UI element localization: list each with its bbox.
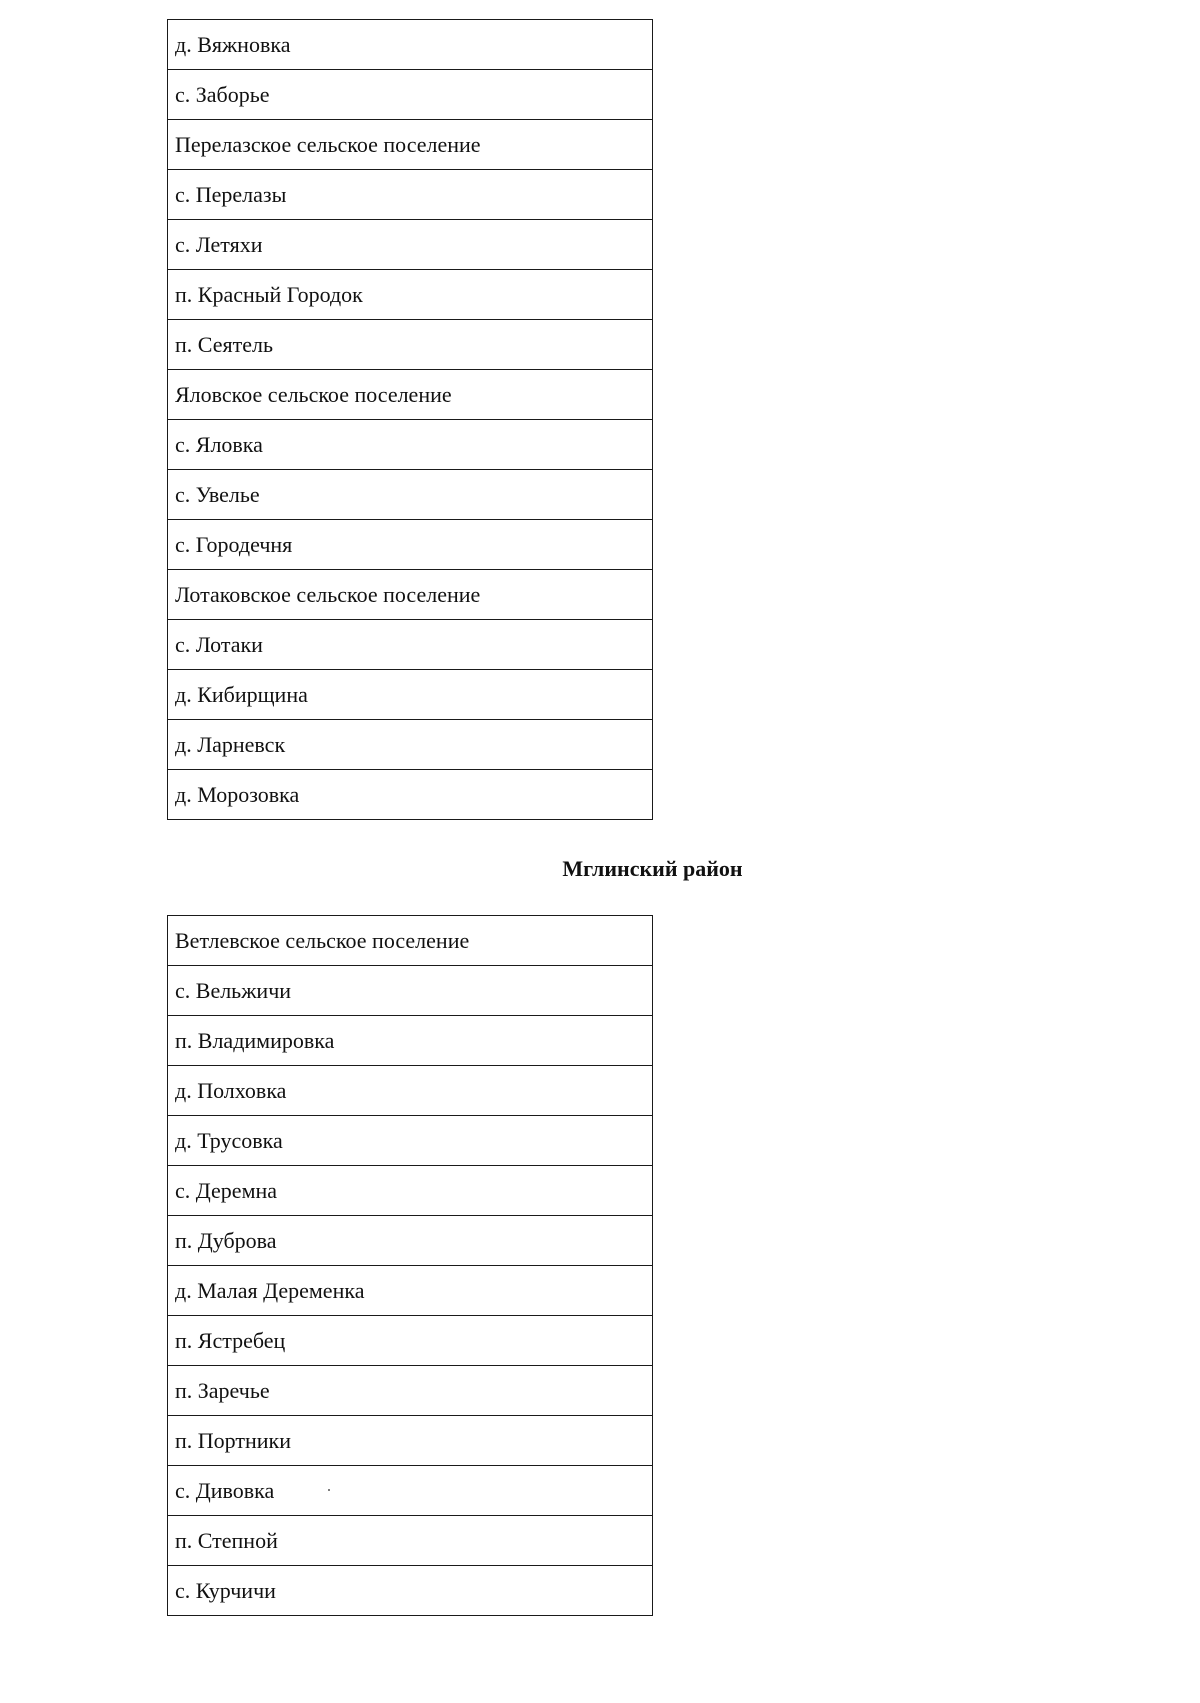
table-row (168, 220, 653, 270)
table-cell: д. Полховка (168, 1066, 653, 1116)
table-cell: п. Владимировка (168, 1016, 653, 1066)
table-cell: п. Степной (168, 1516, 653, 1566)
table-cell: с. Перелазы (168, 170, 653, 220)
table-cell: д. Кибирщина (168, 670, 653, 720)
table-cell: п. Сеятель (168, 320, 653, 370)
table-row (168, 1466, 653, 1516)
table-cell: д. Морозовка (168, 770, 653, 820)
table-row (168, 1216, 653, 1266)
table-cell: д. Малая Деременка (168, 1266, 653, 1316)
table-cell: с. Увелье (168, 470, 653, 520)
table-cell: п. Заречье (168, 1366, 653, 1416)
table-cell: с. Летяхи (168, 220, 653, 270)
table-cell: п. Красный Городок (168, 270, 653, 320)
table-row (168, 1416, 653, 1466)
table-cell: с. Дивовка (168, 1466, 653, 1516)
table-row (168, 1166, 653, 1216)
table-cell: д. Вяжновка (168, 20, 653, 70)
table-row (168, 1266, 653, 1316)
table-row (168, 570, 653, 620)
table-row (168, 470, 653, 520)
table-cell: Перелазское сельское поселение (168, 120, 653, 170)
table-row (168, 1066, 653, 1116)
settlements-table-2 (167, 915, 653, 1616)
table-cell: д. Трусовка (168, 1116, 653, 1166)
settlements-table-1 (167, 19, 653, 820)
table-row (168, 720, 653, 770)
table-row (168, 120, 653, 170)
section-heading: Мглинский район (562, 856, 743, 881)
table-row (168, 1316, 653, 1366)
table-row (168, 1016, 653, 1066)
table-cell: Лотаковское сельское поселение (168, 570, 653, 620)
table-row (168, 916, 653, 966)
table-cell: с. Деремна (168, 1166, 653, 1216)
table-row (168, 1116, 653, 1166)
table-cell: с. Лотаки (168, 620, 653, 670)
table-row (168, 520, 653, 570)
table-row (168, 420, 653, 470)
table-row (168, 370, 653, 420)
table-row (168, 320, 653, 370)
table-row (168, 1566, 653, 1616)
table-row (168, 670, 653, 720)
table-row (168, 1516, 653, 1566)
table-cell: п. Ястребец (168, 1316, 653, 1366)
table-row (168, 966, 653, 1016)
table-cell: д. Ларневск (168, 720, 653, 770)
table-row (168, 270, 653, 320)
table-row (168, 620, 653, 670)
scan-speck (328, 1489, 330, 1491)
table-cell: п. Дуброва (168, 1216, 653, 1266)
table-row (168, 1366, 653, 1416)
table-cell: с. Курчичи (168, 1566, 653, 1616)
table-cell: Ветлевское сельское поселение (168, 916, 653, 966)
table-cell: с. Яловка (168, 420, 653, 470)
table-cell: с. Городечня (168, 520, 653, 570)
table-cell: с. Заборье (168, 70, 653, 120)
table-cell: Яловское сельское поселение (168, 370, 653, 420)
table-cell: с. Вельжичи (168, 966, 653, 1016)
table-row (168, 770, 653, 820)
table-row (168, 70, 653, 120)
table-row (168, 170, 653, 220)
table-row (168, 20, 653, 70)
table-cell: п. Портники (168, 1416, 653, 1466)
